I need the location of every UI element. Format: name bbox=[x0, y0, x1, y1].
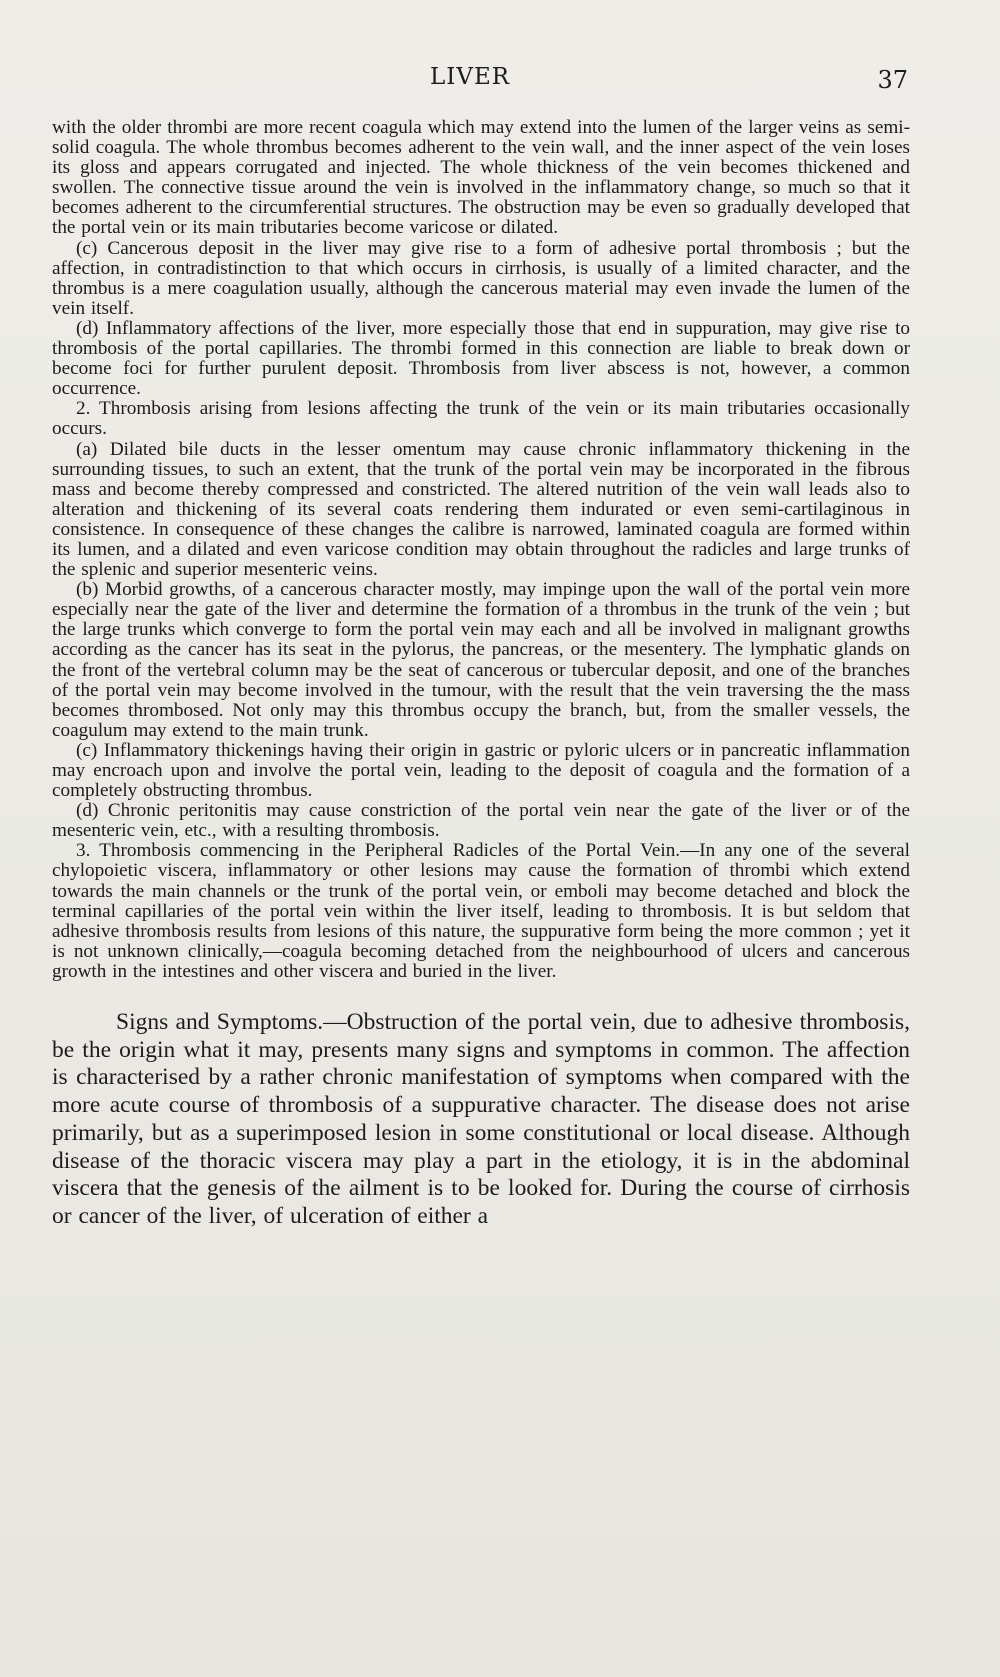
paragraph-morbid-growths: (b) Morbid growths, of a cancerous character mostly, may impinge upon the wall of the portal vein more especially near the gate of the liver and determine the formation of a thrombus in the trunk of the vein ; but the large trunks which converge to form the portal vein may each and all be involved in malignant growths according as the cancer has its seat in the pylorus, the pancreas, or the mesentery. The lymphatic glands on the front of the vertebral column may be the seat of cancerous or tubercular deposit, and one of the branches of the portal vein may become involved in the tumour, with the result that the vein traversing the the mass becomes thrombosed. Not only may this thrombus occupy the branch, but, from the smaller vessels, the coagulum may extend to the main trunk. bbox=[52, 579, 910, 741]
paragraph-dilated-bile-ducts: (a) Dilated bile ducts in the lesser omentum may cause chronic inflammatory thickening in the surrounding tissues, to such an extent, that the trunk of the portal vein may be incorporated in the fibrous mass and become thereby compressed and constricted. The altered nutrition of the vein wall leads also to alteration and thickening of its several coats rendering them indurated or even semi-cartilaginous in consistence. In consequence of these changes the calibre is narrowed, laminated coagula are formed within its lumen, and a dilated and even varicose condition may obtain throughout the radicles and large trunks of the splenic and superior mesenteric veins. bbox=[52, 438, 910, 581]
page-header bbox=[0, 64, 1000, 94]
paragraph-inflammatory-thickenings: (c) Inflammatory thickenings having their origin in gastric or pyloric ulcers or in pancreatic inflammation may encroach upon and involve the portal vein, leading to the deposit of coagula and the formation of a completely obstructing thrombus. bbox=[52, 739, 910, 802]
running-head: LIVER bbox=[430, 64, 511, 90]
paragraph-trunk-thrombosis: 2. Thrombosis arising from lesions affecting the trunk of the vein or its main tributaries occasionally occurs. bbox=[52, 398, 910, 440]
paragraph-inflammatory-affections: (d) Inflammatory affections of the liver, more especially those that end in suppuration, may give rise to thrombosis of the portal capillaries. The thrombi formed in this connection are liable to break down or become foci for further purulent deposit. Thrombosis from liver abscess is not, however, a common occurrence. bbox=[52, 317, 910, 400]
paragraph-cancerous-deposit: (c) Cancerous deposit in the liver may give rise to a form of adhesive portal thrombosis ; but the affection, in contradistinction to that which occurs in cirrhosis, is usually of a limited character, and the thrombus is a mere coagulation usually, although the cancerous material may even invade the lumen of the vein itself. bbox=[52, 237, 910, 319]
paragraph-signs-and-symptoms: Signs and Symptoms.—Obstruction of the portal vein, due to adhesive thrombosis, be the origin what it may, presents many signs and symptoms in common. The affection is characterised by a rather chronic manifestation of symptoms when compared with the more acute course of thrombosis of a suppurative character. The disease does not arise primarily, but as a superimposed lesion in some constitutional or local disease. Although disease of the thoracic viscera may play a part in the etiology, it is in the abdominal viscera that the genesis of the ailment is to be looked for. During the course of cirrhosis or cancer of the liver, of ulceration of either a bbox=[52, 1009, 910, 1229]
paragraph-chronic-peritonitis: (d) Chronic peritonitis may cause constriction of the portal vein near the gate of the liver or of the mesenteric vein, etc., with a resulting thrombosis. bbox=[52, 800, 910, 842]
page-number: 37 bbox=[877, 66, 908, 94]
paragraph-thrombus-continuation: with the older thrombi are more recent coagula which may extend into the lumen of the larger veins as semi-solid coagula. The whole thrombus becomes adherent to the vein wall, and the inner aspect of the vein loses its gloss and appears corrugated and injected. The whole thickness of the vein becomes thickened and swollen. The connective tissue around the vein is involved in the inflammatory change, so much so that it becomes adherent to the circumferential structures. The obstruction may be even so gradually developed that the portal vein or its main tributaries become varicose or dilated. bbox=[52, 117, 910, 239]
section-gap bbox=[52, 982, 910, 1009]
paragraph-peripheral-radicles: 3. Thrombosis commencing in the Peripheral Radicles of the Portal Vein.—In any one of the several chylopoietic viscera, inflammatory or other lesions may cause the formation of thrombi which extend towards the main channels or the trunk of the portal vein, or emboli may become detached and block the terminal capillaries of the portal vein within the liver itself, leading to thrombosis. It is but seldom that adhesive thrombosis results from lesions of this nature, the suppurative form being the more common ; yet it is not unknown clinically,—coagula becoming detached from the neighbourhood of ulcers and cancerous growth in the intestines and other viscera and buried in the liver. bbox=[52, 840, 910, 982]
page-body bbox=[52, 118, 910, 1231]
